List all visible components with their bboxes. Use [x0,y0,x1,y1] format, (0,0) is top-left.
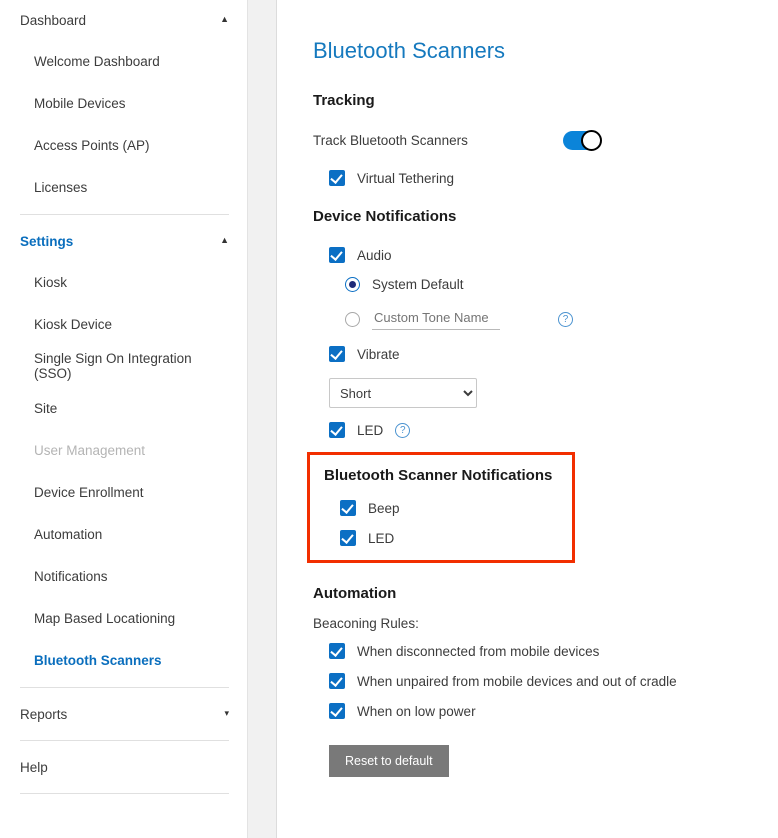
sidebar-item-label: Single Sign On Integration (SSO) [34,351,192,381]
sidebar-group-help-label: Help [20,759,48,775]
virtual-tethering-row [313,170,748,186]
beep-checkbox[interactable] [340,500,356,516]
led-row [313,422,748,438]
sidebar-item-label: Device Enrollment [34,484,144,500]
sidebar-item-notifications[interactable] [0,555,247,597]
reset-to-default-button[interactable]: Reset to default [329,745,449,777]
sidebar-item-label: Kiosk [34,274,68,290]
sidebar-item-licenses[interactable] [0,166,247,208]
sidebar-group-dashboard-label: Dashboard [20,12,87,28]
sidebar-item-mobile-devices[interactable] [0,82,247,124]
custom-tone-name-input[interactable] [372,308,500,330]
vibrate-label: Vibrate [357,346,400,362]
sidebar-group-reports-label: Reports [20,706,68,722]
sidebar-item-label: Automation [34,526,103,542]
rule-checkbox-unpaired[interactable] [329,673,345,689]
sidebar-item-welcome-dashboard[interactable] [0,40,247,82]
scanner-led-checkbox[interactable] [340,530,356,546]
sidebar-item-label: Licenses [34,179,88,195]
rule-checkbox-disconnected[interactable] [329,643,345,659]
sidebar-item-bluetooth-scanners[interactable] [0,639,247,681]
beep-label: Beep [368,500,400,516]
bluetooth-scanner-notifications-highlight [307,452,575,563]
sidebar-item-sso[interactable] [0,345,247,387]
sidebar-item-kiosk-device[interactable] [0,303,247,345]
sidebar-group-reports[interactable] [0,694,247,734]
audio-label: Audio [357,247,392,263]
toggle-knob [581,130,602,151]
section-title-tracking: Tracking [313,92,375,109]
track-bluetooth-scanners-row [313,131,748,150]
sidebar-divider [20,793,229,794]
chevron-down-icon: ▾ [224,707,229,718]
vibrate-row [313,346,748,362]
vibrate-duration-select[interactable] [329,378,477,408]
system-default-row [313,277,748,292]
sidebar-item-device-enrollment[interactable] [0,471,247,513]
custom-tone-row [313,308,748,330]
chevron-up-icon: ▲ [220,13,229,24]
sidebar-divider [20,740,229,741]
layout-gap [248,0,262,838]
rule-row-unpaired [313,673,748,689]
sidebar-item-label: Notifications [34,568,108,584]
sidebar-item-kiosk[interactable] [0,261,247,303]
sidebar-item-label: Welcome Dashboard [34,53,160,69]
virtual-tethering-label: Virtual Tethering [357,170,455,186]
system-default-label: System Default [372,277,464,292]
page-title: Bluetooth Scanners [313,38,506,63]
section-title-automation: Automation [313,585,397,602]
led-label: LED [357,422,384,438]
custom-tone-radio[interactable] [345,312,360,327]
scanner-led-label: LED [368,530,395,546]
track-bluetooth-scanners-label: Track Bluetooth Scanners [313,133,468,148]
section-title-device-notifications: Device Notifications [313,208,457,225]
virtual-tethering-checkbox[interactable] [329,170,345,186]
main-panel [276,0,778,838]
sidebar-group-settings-label: Settings [20,233,74,249]
sidebar-item-label: Map Based Locationing [34,610,176,626]
sidebar-item-label: Mobile Devices [34,95,126,111]
sidebar-group-settings[interactable] [0,221,247,261]
sidebar-divider [20,687,229,688]
sidebar-item-site[interactable] [0,387,247,429]
help-icon[interactable]: ? [558,312,573,327]
rule-label: When disconnected from mobile devices [357,643,600,659]
system-default-radio[interactable] [345,277,360,292]
chevron-up-icon: ▲ [220,234,229,245]
rule-label: When unpaired from mobile devices and out of cradle [357,673,677,689]
led-checkbox[interactable] [329,422,345,438]
sidebar-item-label: User Management [34,442,146,458]
sidebar-divider [20,214,229,215]
rule-checkbox-low-power[interactable] [329,703,345,719]
scanner-led-row [324,530,558,546]
audio-row [313,247,748,263]
beaconing-rules-label: Beaconing Rules: [313,616,419,631]
beep-row [324,500,558,516]
rule-label: When on low power [357,703,476,719]
help-icon[interactable]: ? [395,423,410,438]
sidebar-navigation [0,0,248,838]
sidebar-item-label: Site [34,400,58,416]
vibrate-checkbox[interactable] [329,346,345,362]
section-title-scanner-notifications: Bluetooth Scanner Notifications [324,467,553,484]
audio-checkbox[interactable] [329,247,345,263]
sidebar-group-dashboard[interactable] [0,0,247,40]
sidebar-item-label: Bluetooth Scanners [34,652,162,668]
sidebar-item-access-points[interactable] [0,124,247,166]
rule-row-disconnected [313,643,748,659]
sidebar-item-automation[interactable] [0,513,247,555]
sidebar-item-map-based-locationing[interactable] [0,597,247,639]
sidebar-item-label: Kiosk Device [34,316,113,332]
sidebar-item-label: Access Points (AP) [34,137,150,153]
sidebar-item-user-management [0,429,247,471]
rule-row-low-power [313,703,748,719]
sidebar-group-help[interactable] [0,747,247,787]
track-bluetooth-scanners-toggle[interactable] [563,131,601,150]
